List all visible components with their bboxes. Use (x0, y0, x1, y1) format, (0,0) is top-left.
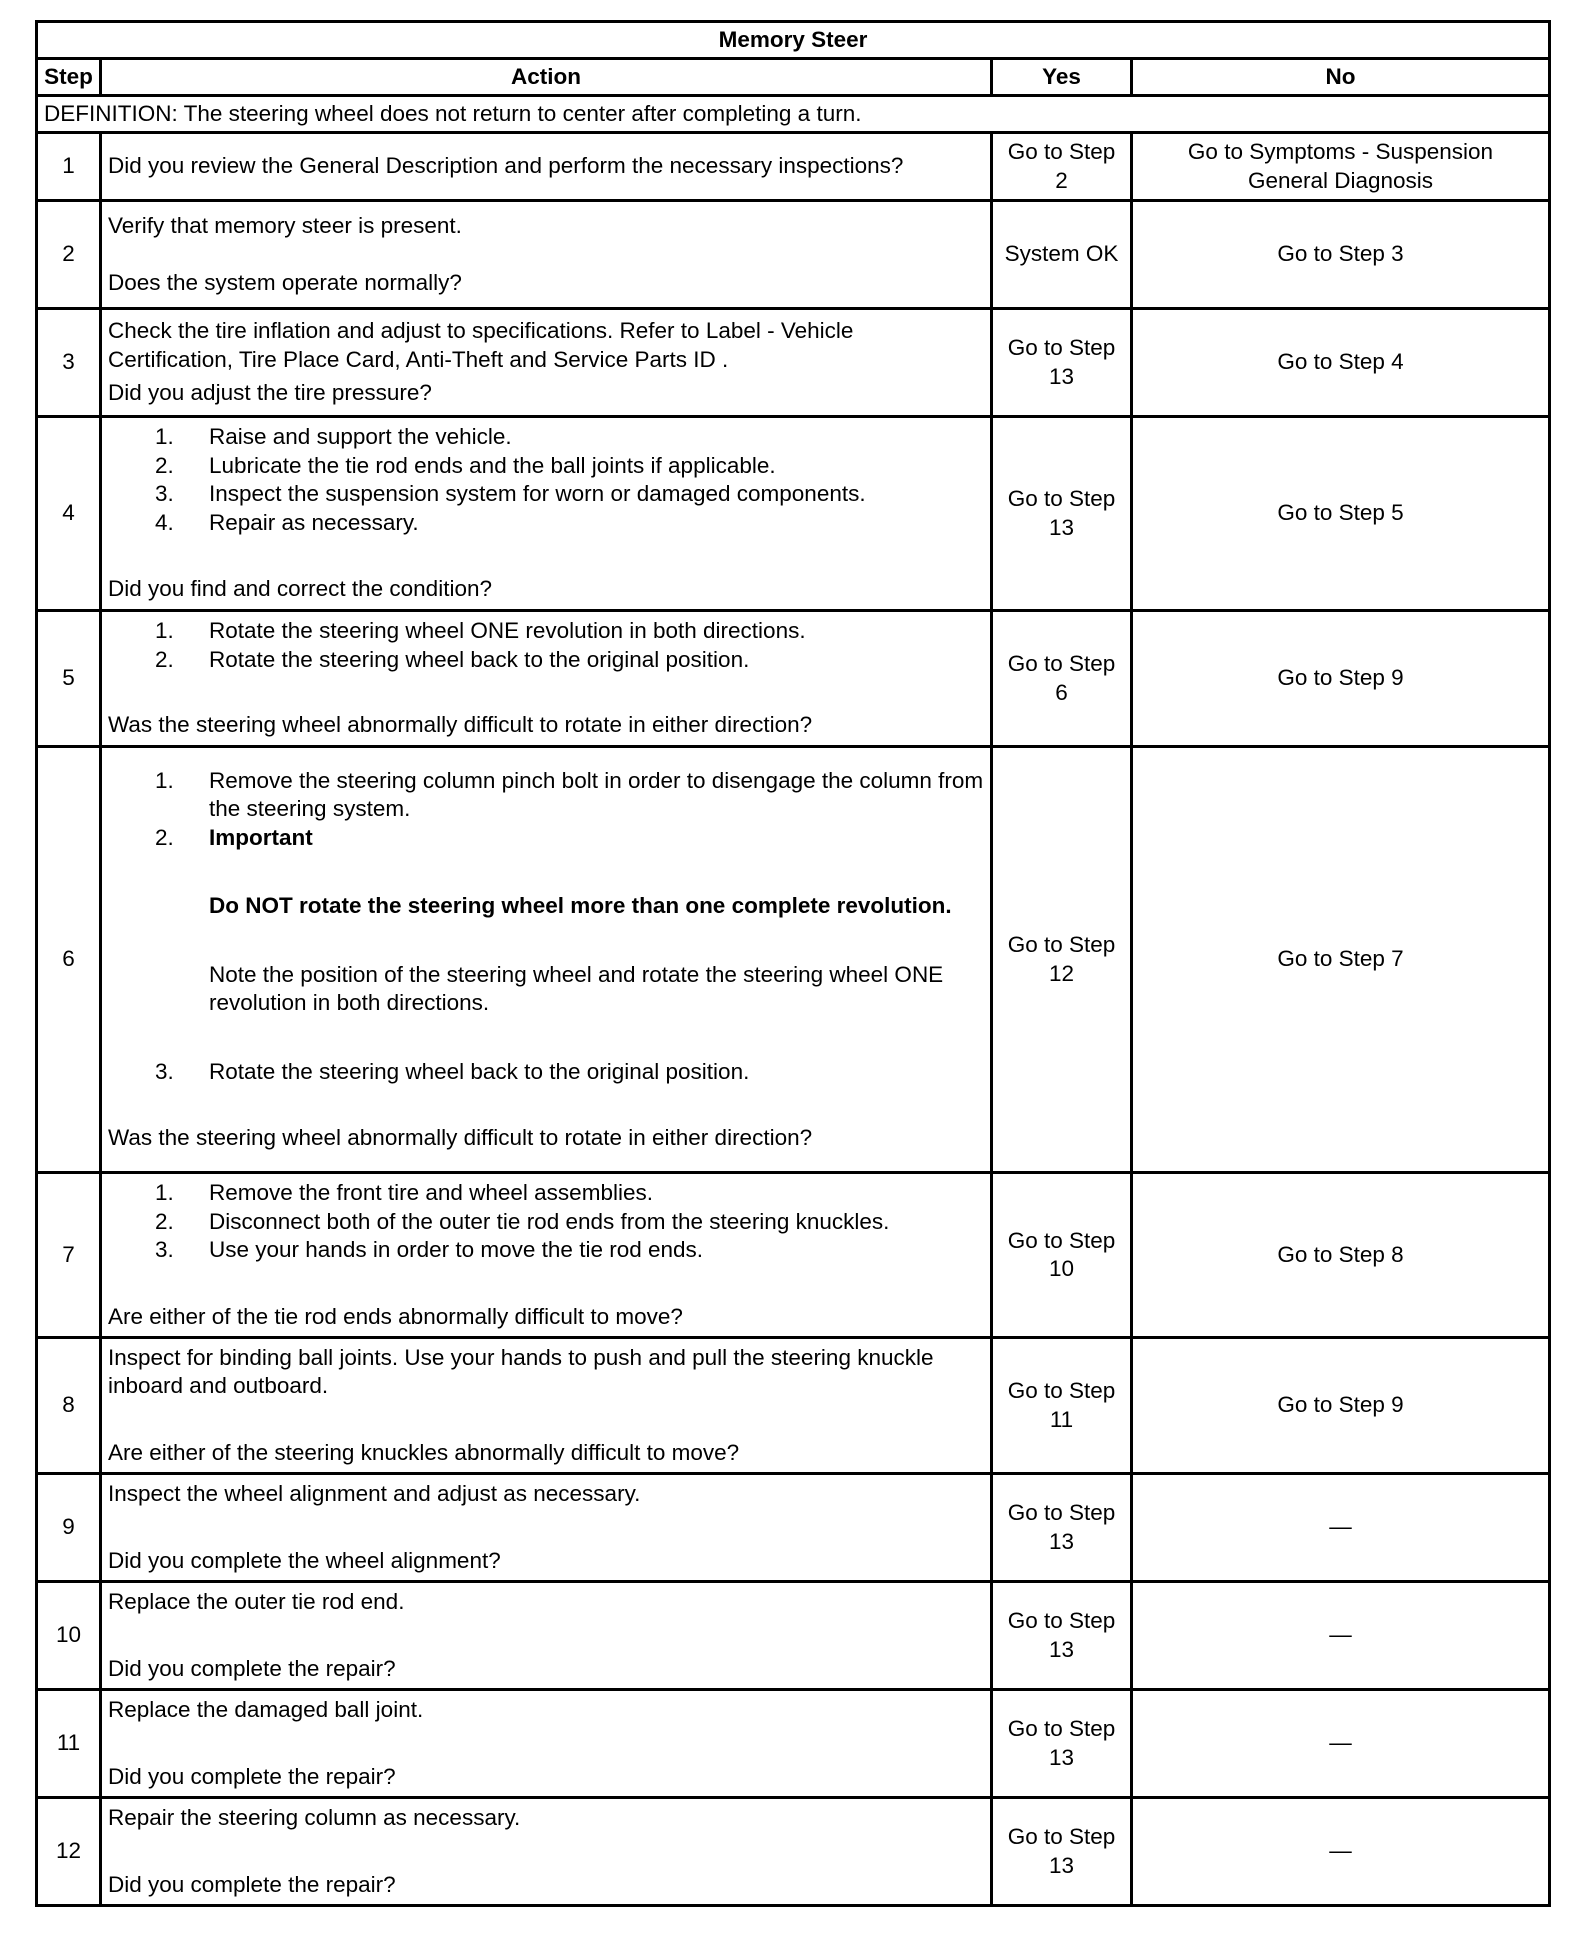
yes-cell (992, 747, 1132, 1173)
list-item (155, 824, 984, 853)
step-number: 5 (37, 611, 101, 747)
no-line: General Diagnosis (1247, 167, 1434, 193)
header-no: No (1132, 59, 1550, 96)
item-number: 2. (155, 646, 174, 672)
no-cell (1132, 309, 1550, 417)
header-step: Step (37, 59, 101, 96)
step-number: 8 (37, 1338, 101, 1474)
no-dash: — (1329, 1730, 1352, 1756)
list-item (155, 646, 984, 675)
yes-line: 12 (1048, 960, 1075, 986)
table-row (37, 417, 1550, 611)
important-warning: Do NOT rotate the steering wheel more than one complete revolution. (209, 893, 952, 918)
yes-line: Go to Step (1007, 1378, 1116, 1403)
list-item (155, 509, 984, 538)
action-cell (101, 133, 992, 201)
item-text: Rotate the steering wheel ONE revolution in both directions. (209, 618, 806, 644)
no-cell (1132, 1798, 1550, 1906)
yes-cell (992, 1474, 1132, 1582)
yes-line: Go to Step (1007, 335, 1116, 360)
item-text: Use your hands in order to move the tie rod ends. (209, 1237, 704, 1262)
yes-cell (992, 309, 1132, 417)
yes-cell (992, 1582, 1132, 1690)
action-text: Replace the damaged ball joint. (108, 1697, 424, 1722)
table-row (37, 1582, 1550, 1690)
no-cell (1132, 417, 1550, 611)
step-number: 4 (37, 417, 101, 611)
action-cell (101, 1173, 992, 1338)
action-cell (101, 417, 992, 611)
yes-line: 13 (1048, 363, 1075, 389)
table-row (37, 1798, 1550, 1906)
step-number: 12 (37, 1798, 101, 1906)
yes-line: 10 (1048, 1256, 1075, 1281)
item-text: Raise and support the vehicle. (209, 424, 512, 450)
action-question: Did you complete the repair? (108, 1871, 396, 1897)
important-block (155, 852, 984, 1058)
yes-line: Go to Step (1007, 932, 1116, 957)
table-row (37, 1338, 1550, 1474)
action-question: Did you find and correct the condition? (108, 576, 492, 602)
action-cell (101, 201, 992, 309)
action-question: Did you complete the repair? (108, 1763, 396, 1789)
no-cell (1132, 1338, 1550, 1474)
step-number: 3 (37, 309, 101, 417)
step-number: 1 (37, 133, 101, 201)
yes-cell (992, 1173, 1132, 1338)
yes-line: Go to Step (1007, 651, 1116, 676)
table-row (37, 747, 1550, 1173)
action-question: Was the steering wheel abnormally difficult to rotate in either direction? (108, 712, 813, 738)
yes-cell (992, 201, 1132, 309)
action-question: Are either of the tie rod ends abnormally difficult to move? (108, 1303, 683, 1329)
yes-cell (992, 1690, 1132, 1798)
step-number: 7 (37, 1173, 101, 1338)
no-line: Go to Step 7 (1277, 946, 1404, 972)
action-question: Are either of the steering knuckles abnormally difficult to move? (108, 1439, 740, 1465)
item-number: 2. (155, 824, 174, 850)
step-number: 9 (37, 1474, 101, 1582)
action-question: Did you adjust the tire pressure? (108, 380, 432, 406)
procedure-list (108, 1179, 984, 1265)
no-dash: — (1329, 1838, 1352, 1864)
action-cell (101, 1798, 992, 1906)
action-question: Does the system operate normally? (108, 269, 462, 295)
list-item (155, 767, 984, 824)
item-number: 1. (155, 1180, 174, 1205)
item-number: 2. (155, 1208, 174, 1234)
item-number: 3. (155, 1058, 174, 1084)
no-cell (1132, 1690, 1550, 1798)
action-question: Did you complete the repair? (108, 1655, 396, 1681)
action-cell (101, 1582, 992, 1690)
item-text: Remove the steering column pinch bolt in order to disengage the column from the steering system. (209, 767, 984, 821)
list-item (155, 1179, 984, 1208)
action-text: Inspect the wheel alignment and adjust as necessary. (108, 1481, 641, 1506)
step-number: 11 (37, 1690, 101, 1798)
action-cell (101, 1474, 992, 1582)
no-cell (1132, 611, 1550, 747)
yes-line: System OK (1004, 241, 1119, 267)
table-row (37, 309, 1550, 417)
yes-line: 13 (1048, 1528, 1075, 1554)
action-text: Inspect for binding ball joints. Use your hands to push and pull the steering knuckle inboard and outboard. (108, 1344, 934, 1399)
list-item (155, 480, 984, 509)
item-text: Repair as necessary. (209, 509, 419, 535)
item-number: 2. (155, 452, 174, 478)
yes-line: 11 (1049, 1406, 1074, 1432)
item-text: Rotate the steering wheel back to the original position. (209, 1058, 750, 1084)
item-number: 4. (155, 509, 174, 535)
no-line: Go to Step 8 (1277, 1241, 1404, 1267)
action-cell (101, 611, 992, 747)
yes-line: 13 (1048, 1852, 1075, 1878)
item-text: Remove the front tire and wheel assemblies. (209, 1180, 653, 1205)
table-row (37, 133, 1550, 201)
item-number: 1. (155, 618, 174, 644)
no-line: Go to Step 4 (1277, 349, 1404, 375)
item-number: 3. (155, 1237, 174, 1262)
action-text: Repair the steering column as necessary. (108, 1805, 521, 1830)
yes-line: Go to Step (1007, 139, 1116, 164)
no-cell (1132, 1474, 1550, 1582)
yes-line: 13 (1048, 1744, 1075, 1770)
no-cell (1132, 1173, 1550, 1338)
step-number: 10 (37, 1582, 101, 1690)
step-number: 6 (37, 747, 101, 1173)
table-row (37, 1474, 1550, 1582)
no-dash: — (1329, 1622, 1352, 1648)
yes-line: Go to Step (1007, 1608, 1116, 1633)
action-text: Verify that memory steer is present. (108, 212, 462, 238)
procedure-list (108, 1058, 984, 1087)
action-cell (101, 309, 992, 417)
table-row (37, 1173, 1550, 1338)
procedure-list (108, 423, 984, 537)
list-item (155, 617, 984, 646)
no-cell (1132, 201, 1550, 309)
item-text: Inspect the suspension system for worn or damaged components. (209, 481, 866, 507)
yes-cell (992, 1338, 1132, 1474)
no-cell (1132, 1582, 1550, 1690)
no-line: Go to Step 9 (1277, 1392, 1404, 1418)
yes-line: Go to Step (1007, 1824, 1116, 1849)
action-question: Did you complete the wheel alignment? (108, 1547, 501, 1573)
item-text: Rotate the steering wheel back to the original position. (209, 646, 750, 672)
definition: DEFINITION: The steering wheel does not return to center after completing a turn. (37, 96, 1550, 133)
table-row (37, 201, 1550, 309)
yes-line: Go to Step (1007, 1227, 1116, 1253)
header-action: Action (101, 59, 992, 96)
list-item (155, 1058, 984, 1087)
header-yes: Yes (992, 59, 1132, 96)
yes-line: Go to Step (1007, 486, 1116, 511)
yes-line: Go to Step (1007, 1716, 1116, 1741)
table-row (37, 1690, 1550, 1798)
table-title: Memory Steer (37, 22, 1550, 59)
yes-cell (992, 1798, 1132, 1906)
item-text: Disconnect both of the outer tie rod ends from the steering knuckles. (209, 1208, 890, 1234)
procedure-list (108, 767, 984, 853)
action-cell (101, 1690, 992, 1798)
action-text: Replace the outer tie rod end. (108, 1589, 405, 1614)
list-item (155, 452, 984, 481)
yes-line: 13 (1048, 1636, 1075, 1662)
item-number: 1. (155, 424, 174, 450)
diagnostic-table (35, 20, 1551, 1907)
list-item (155, 1208, 984, 1237)
important-label: Important (209, 824, 313, 850)
yes-cell (992, 133, 1132, 201)
step-number: 2 (37, 201, 101, 309)
no-cell (1132, 747, 1550, 1173)
yes-cell (992, 611, 1132, 747)
table-row (37, 611, 1550, 747)
yes-line: Go to Step (1007, 1500, 1116, 1525)
no-line: Go to Symptoms - Suspension (1187, 139, 1494, 164)
item-number: 3. (155, 481, 174, 507)
action-cell (101, 1338, 992, 1474)
important-note: Note the position of the steering wheel and rotate the steering wheel ONE revolution in both directions. (209, 961, 944, 1015)
list-item (155, 423, 984, 452)
action-question: Was the steering wheel abnormally difficult to rotate in either direction? (108, 1125, 813, 1150)
action-cell (101, 747, 992, 1173)
no-cell (1132, 133, 1550, 201)
yes-line: 13 (1048, 514, 1075, 540)
no-line: Go to Step 5 (1277, 500, 1404, 526)
action-text: Check the tire inflation and adjust to specifications. Refer to Label - Vehicle Certification, Tire Place Card, Anti-Theft and Service Parts ID . (108, 318, 854, 372)
no-line: Go to Step 3 (1277, 241, 1404, 267)
item-text: Lubricate the tie rod ends and the ball joints if applicable. (209, 452, 776, 478)
list-item (155, 1236, 984, 1265)
yes-line: 6 (1055, 679, 1068, 705)
action-text: Did you review the General Description and perform the necessary inspections? (108, 153, 904, 179)
procedure-list (108, 617, 984, 674)
no-line: Go to Step 9 (1277, 665, 1404, 691)
item-number: 1. (155, 767, 174, 793)
yes-line: 2 (1055, 167, 1068, 193)
yes-cell (992, 417, 1132, 611)
no-dash: — (1329, 1514, 1352, 1540)
